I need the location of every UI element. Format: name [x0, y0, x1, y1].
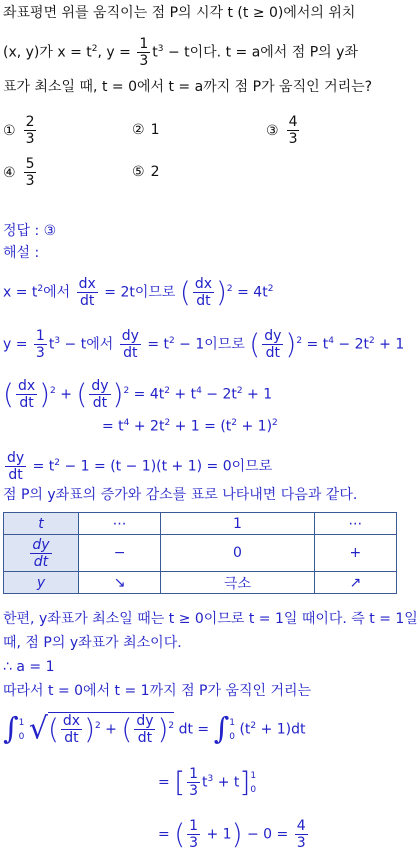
therefore-line: ∴ a = 1 [3, 659, 55, 675]
choice-3[interactable]: ③ $\frac{4}{3}$ [266, 114, 298, 147]
sentence-minimum-cont: 때, 점 P의 y좌표가 최소이다. [3, 635, 182, 651]
equation-2: y = $\frac{1}{3}$ $t^3 - t$에서 $\frac{dy}{dt}$ = $t^2 - 1$이므로 ( $\frac{dy}{dt}$ )$^2 = t^4 - 2t^2 + 1$ [3, 327, 405, 361]
choice-2[interactable]: ② 1 [132, 122, 160, 138]
sentence-minimum: 한편, y좌표가 최소일 때는 t ≥ 0이므로 t = 1일 때이다. 즉 t = 1일 [3, 611, 418, 627]
table-cell: 극소 [161, 572, 315, 594]
integral-equation: ∫ 1 0 √( $\frac{dx}{dt}$ )$^2$ + ( $\frac{dy}{dt}$ )$^2$ dt = ∫ 1 0 $(t^2 + 1)dt$ [3, 711, 306, 747]
question-line-3: 표가 최소일 때, t = 0에서 t = a까지 점 P가 움직인 거리는? [3, 79, 373, 95]
sentence-distance: 따라서 t = 0에서 t = 1까지 점 P가 움직인 거리는 [3, 683, 312, 699]
table-cell: − [79, 535, 161, 572]
explanation-label: 해설 : [3, 245, 40, 261]
table-header-y: y [4, 572, 79, 594]
equation-4: = $t^4 + 2t^2 + 1 = (t^2 + 1)^2$ [102, 418, 278, 435]
choice-4[interactable]: ④ $\frac{5}{3}$ [3, 156, 35, 189]
table-header-derivative: $\frac{dy}{dt}$ [4, 535, 79, 572]
table-cell: 0 [161, 535, 315, 572]
table-row [4, 535, 397, 572]
table-cell: 1 [161, 513, 315, 535]
table-header-t: t [4, 513, 79, 535]
equation-1: $x = t^2$에서 $\frac{dx}{dt}$ = 2t이므로 ( $\frac{dx}{dt}$ )$^2 = 4t^2$ [3, 275, 274, 309]
table-cell: ⋯ [314, 513, 396, 535]
table-cell: ↘ [79, 572, 161, 594]
choice-1[interactable]: ① $\frac{2}{3}$ [3, 114, 35, 147]
table-row [4, 513, 397, 535]
table-row [4, 572, 397, 594]
integral-step-3: = ( $\frac{1}{3}$ + 1) − 0 = $\frac{4}{3}$ [158, 817, 306, 851]
integral-step-2: = [ $\frac{1}{3}$ $t^3 + t$] 1 0 [158, 765, 257, 799]
question-line-1: 좌표평면 위를 움직이는 점 P의 시각 t (t ≥ 0)에서의 위치 [3, 5, 356, 21]
equation-5: $\frac{dy}{dt}$ = $t^2 - 1 = (t - 1)(t + 1) = 0$이므로 [7, 450, 273, 483]
sentence-table-intro: 점 P의 y좌표의 증가와 감소를 표로 나타내면 다음과 같다. [3, 487, 358, 503]
table-cell: + [314, 535, 396, 572]
table-cell: ⋯ [79, 513, 161, 535]
question-line-2: (x, y)가 $x = t^2$, y = $\frac{1}{3}$ $t^3 - t$이다. t = a에서 점 P의 y좌 [3, 36, 358, 69]
table-cell: ↗ [314, 572, 396, 594]
equation-3: ( $\frac{dx}{dt}$ )$^2$ + ( $\frac{dy}{dt}$ )$^2 = 4t^2 + t^4 - 2t^2 + 1$ [3, 377, 273, 411]
answer-label: 정답 : ③ [3, 223, 57, 239]
choice-5[interactable]: ⑤ 2 [132, 164, 160, 180]
sign-table [3, 512, 397, 594]
